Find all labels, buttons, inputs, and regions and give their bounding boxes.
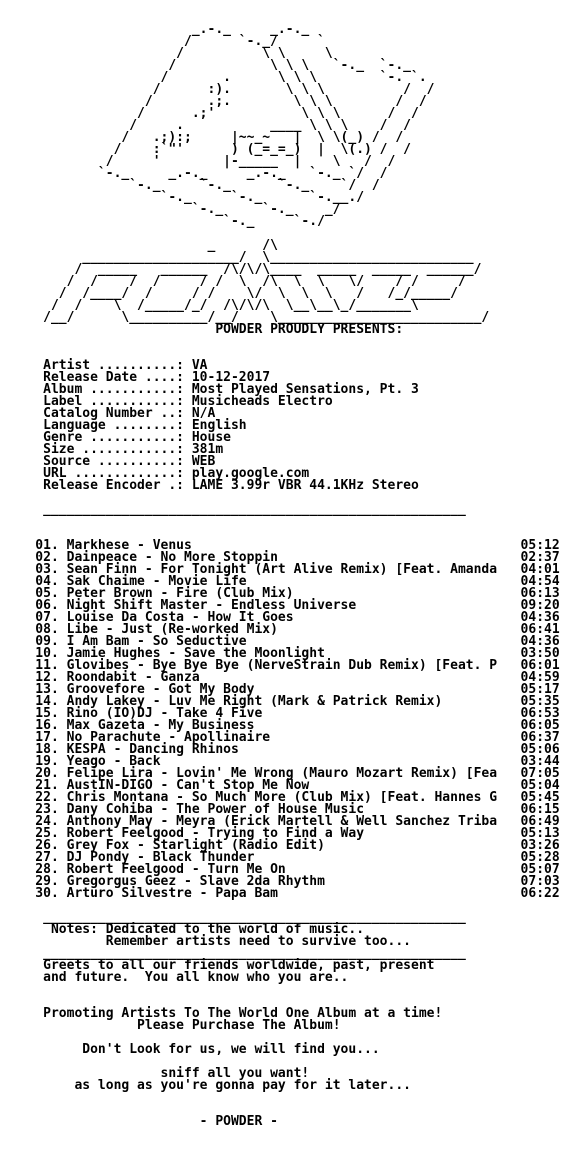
track-line: 07. Louise Da Costa - How It Goes 04:36 xyxy=(4,610,560,625)
track-line: 26. Grey Fox - Starlight (Radio Edit) 03:26 xyxy=(4,838,560,853)
signature-line: - POWDER - xyxy=(4,1114,278,1129)
logo-line: /__/ \__________/__/ \__________________________/ xyxy=(4,310,490,325)
ascii-art-line: `-._ _.-._ _.-._ `-._ `/ / xyxy=(4,166,388,181)
ascii-art-line: / .;. \ \ \ / / xyxy=(4,94,427,109)
ascii-art-line: / :). \ \ \ / / xyxy=(4,82,435,97)
ascii-art-line: `-._ `-._ `-.__./ xyxy=(4,190,365,205)
blank-line xyxy=(4,336,560,348)
logo-line: ____________________/ \__________________________ xyxy=(4,250,474,265)
track-line: 04. Sak Chaime - Movie Life 04:54 xyxy=(4,574,560,589)
logo-line: _ /\ xyxy=(4,238,278,253)
separator-line: ______________________________________________________ xyxy=(4,946,466,961)
ascii-art-line: / . ____ \ \ \ / / xyxy=(4,118,411,133)
ascii-art-line: `-._ `-._ `-._ `/ / xyxy=(4,178,380,193)
promo-line: Please Purchase The Album! xyxy=(4,1018,341,1033)
track-line: 11. Glovibes - Bye Bye Bye (NerveStrain Dub Remix) [Feat. P 06:01 xyxy=(4,658,560,673)
promo-line: sniff all you want! xyxy=(4,1066,310,1081)
blank-line xyxy=(4,516,560,528)
info-release-date: Release Date ....: 10-12-2017 xyxy=(4,370,271,385)
info-label: Label ...........: Musicheads Electro xyxy=(4,394,333,409)
logo-line: / /____/ / / / \/ \ \ \ / /_/_____/ xyxy=(4,286,458,301)
logo-line: / _____ ______ /\/\/\____ _____ _____ ______/ xyxy=(4,262,482,277)
info-url: URL .............: play.google.com xyxy=(4,466,310,481)
track-line: 28. Robert Feelgood - Turn Me On 05:07 xyxy=(4,862,560,877)
nfo-document xyxy=(4,24,560,1128)
notes-line: Remember artists need to survive too... xyxy=(4,934,411,949)
ascii-art-line: _.-._ _.-._ xyxy=(4,22,310,37)
promo-line: Don't Look for us, we will find you... xyxy=(4,1042,380,1057)
track-line: 30. Arturo Silvestre - Papa Bam 06:22 xyxy=(4,886,560,901)
ascii-art-line: / :`"' ) (_=_=_) | \(.) / / xyxy=(4,142,411,157)
ascii-art-line: / .;):; |~~_~ | \ \(_) / / xyxy=(4,130,404,145)
track-line: 17. No Parachute - Apollinaire 06:37 xyxy=(4,730,560,745)
notes-line: Notes: Dedicated to the world of music.. xyxy=(4,922,365,937)
track-line: 18. KESPA - Dancing Rhinos 05:06 xyxy=(4,742,560,757)
greets-line: and future. You all know who you are.. xyxy=(4,970,349,985)
track-line: 12. Roondabit - Ganza 04:59 xyxy=(4,670,560,685)
info-release-encoder: Release Encoder .: LAME 3.99r VBR 44.1KHz Stereo xyxy=(4,478,419,493)
track-line: 15. Rino (IO)DJ - Take 4 Five 06:53 xyxy=(4,706,560,721)
track-line: 01. Markhese - Venus 05:12 xyxy=(4,538,560,553)
greets-line: Greets to all our friends worldwide, past, present xyxy=(4,958,435,973)
ascii-art-line: / .;' \ \ \ / / xyxy=(4,106,419,121)
track-line: 23. Dany Cohiba - The Power of House Music 06:15 xyxy=(4,802,560,817)
track-line: 25. Robert Feelgood - Trying to Find a Way 05:13 xyxy=(4,826,560,841)
info-catalog-number: Catalog Number ..: N/A xyxy=(4,406,216,421)
track-line: 06. Night Shift Master - Endless Universe 09:20 xyxy=(4,598,560,613)
logo-line: / / \ /_____/_/ /\/\/\ \__\__\_/_______\ xyxy=(4,298,419,313)
ascii-art-line: / . \ \ \ `-. `. xyxy=(4,70,427,85)
track-line: 14. Andy Lakey - Luv Me Right (Mark & Patrick Remix) 05:35 xyxy=(4,694,560,709)
track-line: 09. I Am Bam - So Seductive 04:36 xyxy=(4,634,560,649)
info-genre: Genre ...........: House xyxy=(4,430,231,445)
track-line: 24. Anthony May - Meyra (Erick Martell & Well Sanchez Triba 06:49 xyxy=(4,814,560,829)
track-line: 03. Sean Finn - For Tonight (Art Alive Remix) [Feat. Amanda 04:01 xyxy=(4,562,560,577)
info-source: Source ..........: WEB xyxy=(4,454,216,469)
ascii-art-line: `-._ `-./ xyxy=(4,214,325,229)
track-line: 21. AustIN-DIGO - Can't Stop Me Now 05:04 xyxy=(4,778,560,793)
track-line: 13. Groovefore - Got My Body 05:17 xyxy=(4,682,560,697)
ascii-art-line: / `-._/ ` xyxy=(4,34,325,49)
logo-line: / / / / / / \ /\ \ \ \/ / / / xyxy=(4,274,466,289)
presents-heading: POWDER PROUDLY PRESENTS: xyxy=(4,322,404,337)
track-line: 27. DJ Pondy - Black Thunder 05:28 xyxy=(4,850,560,865)
track-line: 22. Chris Montana - So Much More (Club Mix) [Feat. Hannes G 05:45 xyxy=(4,790,560,805)
track-line: 16. Max Gazeta - My Business 06:05 xyxy=(4,718,560,733)
separator-line: ______________________________________________________ xyxy=(4,502,466,517)
info-artist: Artist ..........: VA xyxy=(4,358,208,373)
track-line: 19. Yeago - Back 03:44 xyxy=(4,754,560,769)
track-line: 02. Dainpeace - No More Stoppin 02:37 xyxy=(4,550,560,565)
separator-line: ______________________________________________________ xyxy=(4,910,466,925)
track-line: 05. Peter Brown - Fire (Club Mix) 06:13 xyxy=(4,586,560,601)
track-line: 08. Libe - Just (Re-worked Mix) 06:41 xyxy=(4,622,560,637)
info-language: Language ........: English xyxy=(4,418,247,433)
ascii-art-line: / \ \ \ `-._ `-._ xyxy=(4,58,411,73)
blank-line xyxy=(4,984,560,996)
track-line: 10. Jamie Hughes - Save the Moonlight 03:50 xyxy=(4,646,560,661)
ascii-art-line: / ' |-_____ | \ / / xyxy=(4,154,396,169)
track-line: 29. Gregorgus Geez - Slave 2da Rhythm 07:03 xyxy=(4,874,560,889)
track-line: 20. Felipe Lira - Lovin' Me Wrong (Mauro Mozart Remix) [Fea 07:05 xyxy=(4,766,560,781)
ascii-art-line: `-._ `-._ _/ xyxy=(4,202,341,217)
info-size: Size ............: 381m xyxy=(4,442,224,457)
promo-line: as long as you're gonna pay for it later... xyxy=(4,1078,411,1093)
blank-line xyxy=(4,1092,560,1104)
info-album: Album ...........: Most Played Sensations, Pt. 3 xyxy=(4,382,419,397)
ascii-art-line: / \ \ \ xyxy=(4,46,333,61)
promo-line: Promoting Artists To The World One Album at a time! xyxy=(4,1006,443,1021)
